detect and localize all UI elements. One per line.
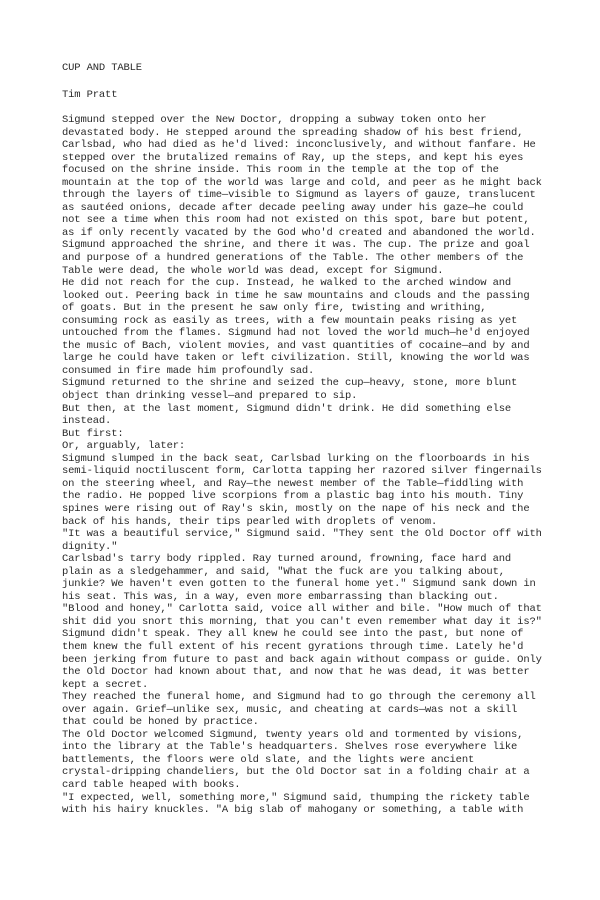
text-line: the Old Doctor had known about that, and now that he was dead, it was better — [62, 666, 530, 679]
text-line: shit did you snort this morning, that you can't even remember what day it is?" — [62, 615, 542, 628]
text-line: Sigmund approached the shrine, and there it was. The cup. The prize and goal — [62, 239, 530, 252]
text-line: instead. — [62, 415, 112, 428]
text-line: They reached the funeral home, and Sigmund had to go through the ceremony all — [62, 691, 536, 704]
text-line: Table were dead, the whole world was dead, except for Sigmund. — [62, 264, 444, 277]
text-line: But first: — [62, 427, 124, 440]
text-line: and purpose of a hundred generations of the Table. The other members of the — [62, 252, 524, 265]
text-line: looked out. Peering back in time he saw mountains and clouds and the passing — [62, 289, 530, 302]
text-line: not see a time when this room had not existed on this spot, bare but potent, — [62, 214, 530, 227]
text-line: Sigmund didn't speak. They all knew he could see into the past, but none of — [62, 628, 524, 641]
text-line: He did not reach for the cup. Instead, he walked to the arched window and — [62, 277, 512, 290]
document-title: CUP AND TABLE — [62, 62, 142, 74]
text-line: Sigmund stepped over the New Doctor, dropping a subway token onto her — [62, 114, 487, 126]
text-line: plain as a sledgehammer, and said, "What the fuck are you talking about, — [62, 565, 505, 578]
text-line: untouched from the flames. Sigmund had not loved the world much—he'd enjoyed — [62, 327, 530, 340]
text-line: crystal-dripping chandeliers, but the Old Doctor sat in a folding chair at a — [62, 766, 530, 779]
text-line: with his hairy knuckles. "A big slab of mahogany or something, a table with — [62, 804, 524, 817]
text-line: card table heaped with books. — [62, 778, 241, 791]
text-line: semi-liquid noctiluscent form, Carlotta tapping her razored silver fingernails — [62, 465, 542, 478]
text-line: as if only recently vacated by the God who'd created and abandoned the world. — [62, 226, 536, 239]
text-line: mountain at the top of the world was large and cold, and peer as he might back — [62, 176, 542, 189]
text-line: devastated body. He stepped around the spreading shadow of his best friend, — [62, 126, 524, 139]
text-line: on the steering wheel, and Ray—the newest member of the Table—fiddling with — [62, 477, 524, 490]
text-line: that could be honed by practice. — [62, 716, 259, 729]
text-line: dignity." — [62, 540, 118, 553]
text-line: focused on the shrine inside. This room in the temple at the top of the — [62, 164, 499, 177]
text-line: spines were rising out of Ray's skin, mostly on the nape of his neck and the — [62, 502, 530, 515]
text-line: "Blood and honey," Carlotta said, voice all wither and bile. "How much of that — [62, 603, 542, 616]
text-line: the music of Bach, violent movies, and vast quantities of cocaine—and by and — [62, 339, 530, 352]
text-line: his seat. This was, in a way, even more embarrassing than blacking out. — [62, 590, 499, 603]
document-author: Tim Pratt — [62, 89, 118, 101]
text-line: Carlsbad's tarry body rippled. Ray turned around, frowning, face hard and — [62, 553, 512, 566]
text-line: back of his hands, their tips pearled with droplets of venom. — [62, 515, 438, 528]
text-line: Sigmund slumped in the back seat, Carlsbad lurking on the floorboards in his — [62, 452, 530, 465]
text-line: as sautéed onions, decade after decade peeling away under his gaze—he could — [62, 201, 524, 214]
text-line: them knew the full extent of his recent gyrations through time. Lately he'd — [62, 640, 524, 653]
text-line: "I expected, well, something more," Sigmund said, thumping the rickety table — [62, 791, 530, 804]
text-line: The Old Doctor welcomed Sigmund, twenty years old and tormented by visions, — [62, 728, 524, 741]
text-line: Or, arguably, later: — [62, 440, 186, 453]
text-line: battlements, the floors were old slate, and the lights were ancient — [62, 753, 475, 766]
document-body — [62, 114, 582, 817]
text-line: into the library at the Table's headquarters. Shelves rose everywhere like — [62, 741, 518, 754]
text-line: kept a secret. — [62, 678, 149, 691]
text-line: over again. Grief—unlike sex, music, and cheating at cards—was not a skill — [62, 703, 518, 716]
text-line: through the layers of time—visible to Sigmund as layers of gauze, translucent — [62, 189, 536, 202]
text-line: object than drinking vessel—and prepared to sip. — [62, 390, 358, 403]
text-line: consumed in fire made him profoundly sad. — [62, 364, 315, 377]
text-line: "It was a beautiful service," Sigmund said. "They sent the Old Doctor off with — [62, 528, 542, 541]
text-line: large he could have taken or left civilization. Still, knowing the world was — [62, 352, 530, 365]
text-line: of goats. But in the present he saw only fire, twisting and writhing, — [62, 302, 487, 315]
text-line: Sigmund returned to the shrine and seized the cup—heavy, stone, more blunt — [62, 377, 518, 390]
text-line: the radio. He popped live scorpions from a plastic bag into his mouth. Tiny — [62, 490, 524, 503]
text-line: been jerking from future to past and back again without compass or guide. Only — [62, 653, 542, 666]
text-line: stepped over the brutalized remains of Ray, up the steps, and kept his eyes — [62, 151, 524, 164]
text-line: Carlsbad, who had died as he'd lived: inconclusively, and without fanfare. He — [62, 139, 536, 152]
text-line: junkie? We haven't even gotten to the funeral home yet." Sigmund sank down in — [62, 578, 536, 591]
text-line: consuming rock as easily as trees, with a few mountain peaks rising as yet — [62, 314, 518, 327]
text-line: But then, at the last moment, Sigmund didn't drink. He did something else — [62, 402, 512, 415]
